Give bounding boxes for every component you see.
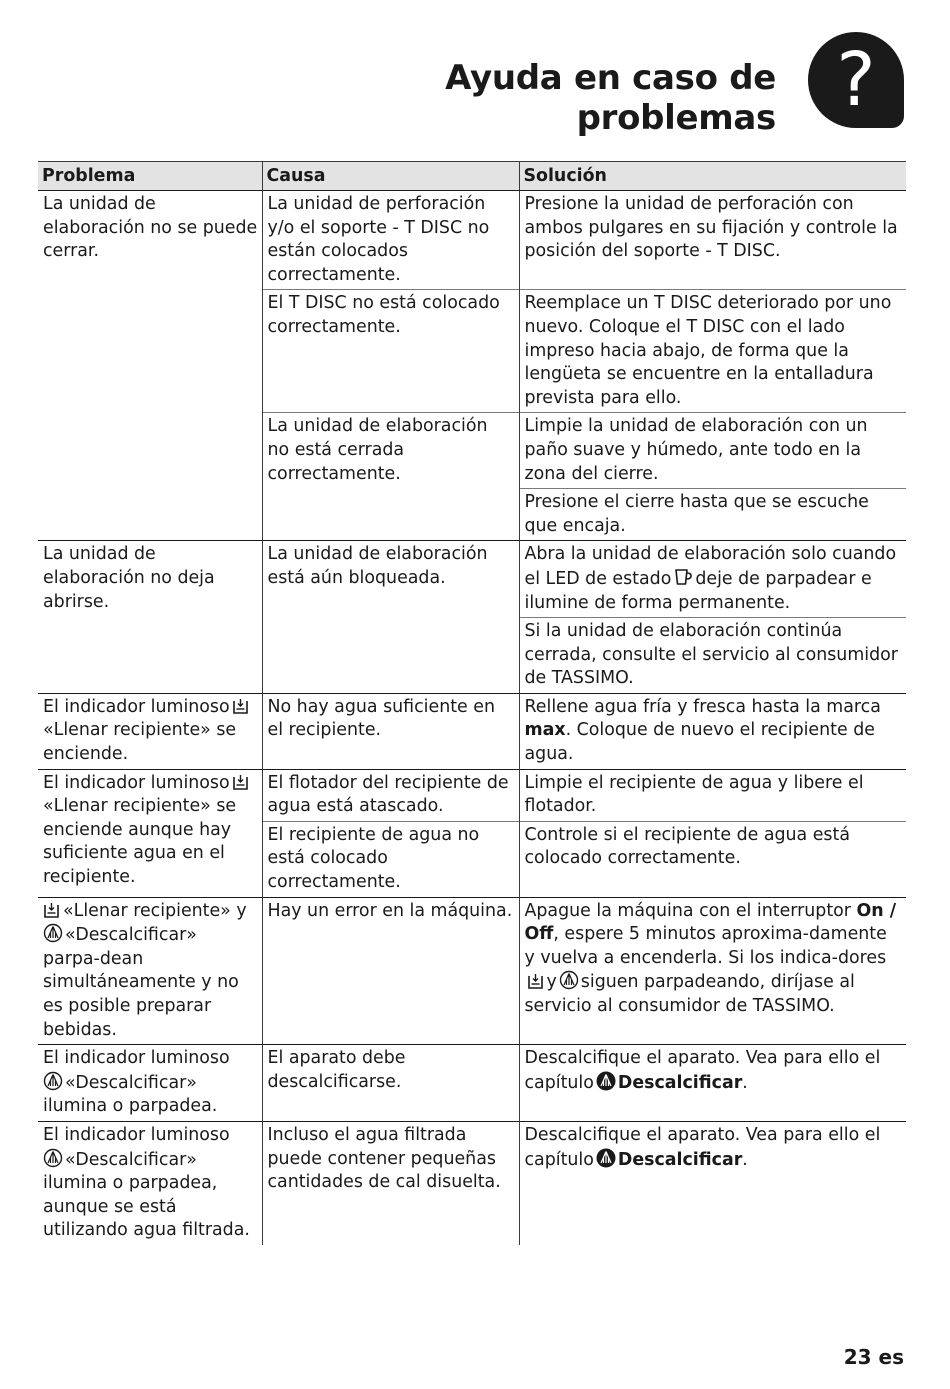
problem-cell xyxy=(38,897,262,1045)
problem-cell xyxy=(38,1121,262,1244)
descale-chapter-link: Descalcificar xyxy=(617,1072,743,1093)
solution-cell xyxy=(519,1045,906,1122)
table-row xyxy=(38,897,906,1045)
max-mark: max xyxy=(524,720,566,741)
solution-text: . xyxy=(742,1072,748,1093)
cause-cell: La unidad de perforación y/o el soporte - T DISC no están colocados correctamente. xyxy=(262,191,519,290)
cause-cell: El T DISC no está colocado correctamente. xyxy=(262,290,519,413)
solution-text: . xyxy=(742,1149,748,1170)
solution-text: Descalcifique el aparato. Vea para ello el capítulo xyxy=(524,1048,881,1093)
problem-cell xyxy=(38,693,262,769)
solution-cell: Presione la unidad de perforación con ambos pulgares en su fijación y controle la posición del soporte - T DISC. xyxy=(524,194,898,262)
troubleshooting-table xyxy=(38,161,906,1245)
cause-cell: No hay agua suficiente en el recipiente. xyxy=(262,693,519,769)
problem-text: El indicador luminoso xyxy=(43,772,230,793)
table-row xyxy=(38,769,906,821)
solution-text: Abra la unidad de elaboración solo cuando el LED de estado xyxy=(524,544,897,589)
cup-led-icon xyxy=(673,567,693,587)
cause-cell: La unidad de elaboración no está cerrada correctamente. xyxy=(262,413,519,541)
descale-chapter-icon xyxy=(596,1148,616,1168)
problem-cell: La unidad de elaboración no se puede cerrar. xyxy=(38,191,262,541)
descale-icon xyxy=(43,1148,63,1168)
solution-cell: Reemplace un T DISC deteriorado por uno nuevo. Coloque el T DISC con el lado impreso hacia abajo, de forma que la lengüeta se encuentre en la entalladura prevista para ello. xyxy=(519,290,906,413)
solution-text: siguen parpadeando, diríjase al servicio al consumidor de TASSIMO. xyxy=(524,972,855,1016)
problem-text: «Descalcificar» ilumina o parpadea, aunque se está utilizando agua filtrada. xyxy=(43,1149,250,1241)
cause-cell: El flotador del recipiente de agua está atascado. xyxy=(262,769,519,821)
page-title: Ayuda en caso de problemas xyxy=(445,58,776,138)
water-tank-icon xyxy=(232,773,250,791)
solution-text: Apague la máquina con el interruptor xyxy=(524,900,851,921)
problem-text: El indicador luminoso xyxy=(43,1048,230,1069)
header-solucion: Solución xyxy=(519,162,906,191)
table-row xyxy=(38,693,906,769)
problem-text: «Descalcificar» ilumina o parpadea. xyxy=(43,1072,218,1117)
solution-cell: Presione el cierre hasta que se escuche que encaja. xyxy=(519,489,906,541)
descale-icon xyxy=(43,923,63,943)
descale-icon xyxy=(43,1071,63,1091)
solution-cell: Controle si el recipiente de agua está colocado correctamente. xyxy=(519,821,906,897)
table-header-row xyxy=(38,162,906,191)
water-tank-icon xyxy=(232,697,250,715)
solution-cell xyxy=(519,1121,906,1244)
descale-chapter-icon xyxy=(596,1071,616,1091)
water-tank-icon xyxy=(43,901,61,919)
page-number: 23 es xyxy=(843,1345,904,1369)
descale-chapter-link: Descalcificar xyxy=(617,1149,743,1170)
solution-cell: Limpie la unidad de elaboración con un paño suave y húmedo, ante todo en la zona del cierre. xyxy=(519,413,906,489)
help-question-icon xyxy=(808,32,904,128)
cause-cell: Incluso el agua filtrada puede contener pequeñas cantidades de cal disuelta. xyxy=(262,1121,519,1244)
solution-text: , espere 5 minutos aproxima-damente y vuelva a encenderla. Si los indica-dores xyxy=(524,924,887,968)
problem-text: «Llenar recipiente» y xyxy=(63,900,247,921)
problem-text: «Llenar recipiente» se enciende. xyxy=(43,720,237,765)
table-row xyxy=(38,1045,906,1122)
solution-text: Descalcifique el aparato. Vea para ello el capítulo xyxy=(524,1124,881,1170)
cause-cell: La unidad de elaboración está aún bloqueada. xyxy=(262,541,519,694)
problem-cell xyxy=(38,769,262,897)
table-row xyxy=(38,191,906,290)
cause-cell: El aparato debe descalcificarse. xyxy=(262,1045,519,1122)
solution-text: deje de parpadear e ilumine de forma permanente. xyxy=(524,568,872,613)
solution-cell xyxy=(519,693,906,769)
descale-icon xyxy=(559,970,579,990)
solution-cell xyxy=(519,897,906,1045)
table-row xyxy=(38,1121,906,1244)
solution-cell: Limpie el recipiente de agua y libere el flotador. xyxy=(519,769,906,821)
solution-text: y xyxy=(546,972,557,993)
cause-cell: El recipiente de agua no está colocado correctamente. xyxy=(262,821,519,897)
solution-text: Rellene agua fría y fresca hasta la marca xyxy=(524,696,881,717)
on-off-label: On / Off xyxy=(524,900,897,945)
solution-cell xyxy=(519,541,906,618)
solution-cell: Si la unidad de elaboración continúa cerrada, consulte el servicio al consumidor de TASSIMO. xyxy=(519,618,906,694)
cause-cell: Hay un error en la máquina. xyxy=(262,897,519,1045)
problem-cell xyxy=(38,1045,262,1122)
problem-text: «Llenar recipiente» se enciende aunque hay suficiente agua en el recipiente. xyxy=(43,796,237,888)
help-question-glyph: ? xyxy=(836,37,876,123)
header-causa: Causa xyxy=(262,162,519,191)
problem-cell: La unidad de elaboración no deja abrirse. xyxy=(38,541,262,694)
problem-text: El indicador luminoso xyxy=(43,696,230,717)
table-row xyxy=(38,541,906,618)
problem-text: «Descalcificar» parpa-dean simultáneamente y no es posible preparar bebidas. xyxy=(43,925,239,1040)
solution-text: . Coloque de nuevo el recipiente de agua. xyxy=(524,720,875,765)
problem-text: El indicador luminoso xyxy=(43,1124,230,1145)
water-tank-icon xyxy=(527,972,545,990)
header-problema: Problema xyxy=(38,162,262,191)
